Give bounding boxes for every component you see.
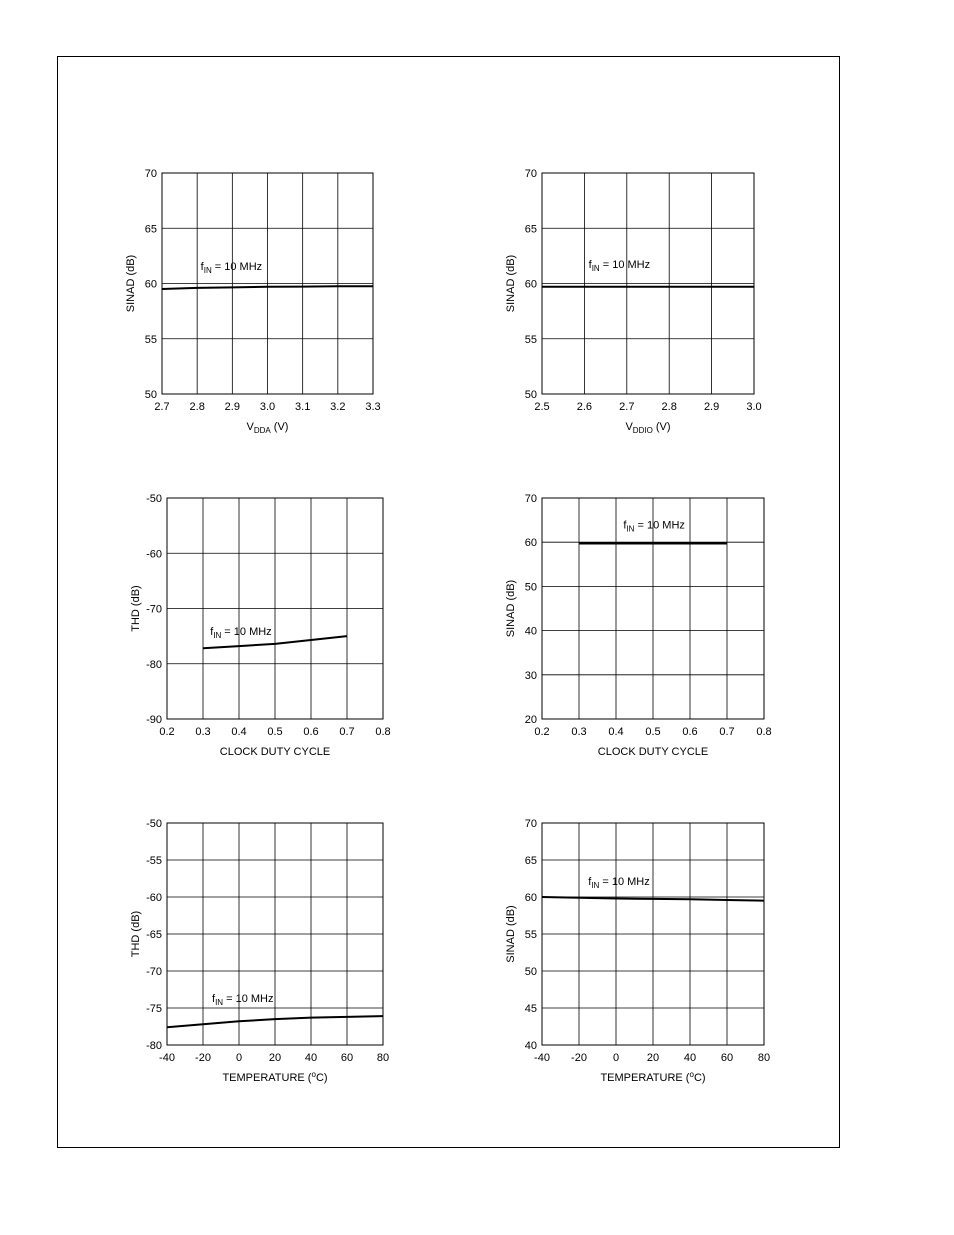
y-tick-label: 70 — [524, 818, 537, 830]
x-tick-label: 40 — [683, 1052, 697, 1064]
y-tick-label: 65 — [144, 223, 157, 236]
x-tick-label: 3.0 — [259, 401, 276, 413]
x-axis-label: CLOCK DUTY CYCLE — [597, 746, 709, 758]
x-axis-label: TEMPERATURE ($^o$C) — [222, 1070, 328, 1084]
y-tick-label: -70 — [146, 603, 162, 616]
y-tick-label: 40 — [524, 625, 537, 638]
y-axis-label: SINAD (dB) — [125, 254, 137, 313]
y-tick-label: 70 — [524, 493, 537, 505]
x-tick-label: 20 — [268, 1052, 282, 1064]
x-tick-label: -20 — [571, 1052, 587, 1064]
x-tick-label: 0.5 — [645, 726, 661, 738]
y-axis-label: SINAD (dB) — [505, 254, 517, 313]
x-tick-label: 60 — [340, 1052, 354, 1064]
x-tick-label: 2.5 — [534, 401, 550, 413]
x-tick-label: 80 — [757, 1052, 771, 1064]
x-tick-label: 2.9 — [224, 401, 240, 413]
y-axis-label: SINAD (dB) — [505, 579, 517, 638]
y-tick-label: -90 — [146, 714, 162, 726]
chart-5 — [130, 818, 389, 1084]
y-tick-label: 30 — [524, 669, 537, 682]
y-axis-label: THD (dB) — [130, 910, 142, 958]
y-tick-label: 50 — [524, 389, 537, 401]
x-tick-label: 20 — [646, 1052, 660, 1064]
x-tick-label: 0.4 — [608, 726, 624, 738]
chart-1 — [125, 168, 381, 435]
y-tick-label: 55 — [524, 929, 537, 941]
y-tick-label: 20 — [524, 714, 537, 726]
x-tick-label: 0.6 — [303, 726, 319, 738]
y-tick-label: 45 — [524, 1003, 537, 1015]
y-tick-label: 60 — [524, 892, 537, 904]
x-axis-label: TEMPERATURE ($^o$C) — [600, 1070, 706, 1084]
y-tick-label: 40 — [524, 1040, 537, 1052]
y-tick-label: -60 — [146, 892, 162, 904]
x-tick-label: 3.0 — [746, 401, 762, 413]
y-tick-label: -75 — [146, 1003, 162, 1015]
y-tick-label: -80 — [146, 1040, 162, 1052]
y-axis-label: SINAD (dB) — [505, 905, 517, 963]
x-tick-label: -40 — [534, 1052, 550, 1064]
y-tick-label: 50 — [524, 581, 537, 594]
y-tick-label: 55 — [144, 333, 157, 346]
x-tick-label: 0.7 — [719, 726, 735, 738]
y-tick-label: 70 — [144, 168, 157, 180]
x-tick-label: 0.7 — [339, 726, 355, 738]
y-tick-label: 60 — [144, 278, 157, 291]
x-tick-label: 40 — [304, 1052, 318, 1064]
series-annotation: $f_{IN} = 10$ MHz — [588, 259, 651, 274]
x-tick-label: -40 — [159, 1052, 175, 1064]
y-tick-label: -50 — [146, 818, 162, 830]
x-tick-label: -20 — [195, 1052, 211, 1064]
y-tick-label: 60 — [524, 278, 537, 291]
y-tick-label: 50 — [144, 389, 157, 401]
y-tick-label: 55 — [524, 333, 537, 346]
x-tick-label: 0 — [612, 1052, 620, 1064]
series-annotation: $f_{IN} = 10$ MHz — [588, 876, 650, 891]
y-tick-label: 65 — [524, 223, 537, 236]
x-tick-label: 2.7 — [619, 401, 635, 413]
chart-3 — [130, 493, 391, 758]
x-tick-label: 2.7 — [154, 401, 170, 413]
x-axis-label: CLOCK DUTY CYCLE — [219, 746, 331, 758]
series-annotation: $f_{IN} = 10$ MHz — [200, 261, 263, 276]
x-tick-label: 3.1 — [295, 401, 311, 413]
x-tick-label: 2.8 — [189, 401, 205, 413]
x-tick-label: 0 — [235, 1052, 243, 1064]
series-annotation: $f_{IN} = 10$ MHz — [623, 519, 685, 534]
x-tick-label: 0.5 — [267, 726, 283, 738]
y-tick-label: -50 — [146, 493, 162, 505]
x-tick-label: 0.3 — [571, 726, 587, 738]
series-annotation: $f_{IN} = 10$ MHz — [210, 626, 272, 641]
y-axis-label: THD (dB) — [130, 585, 142, 632]
y-tick-label: -60 — [146, 548, 162, 561]
y-tick-label: -65 — [146, 929, 162, 941]
x-tick-label: 0.3 — [195, 726, 211, 738]
x-tick-label: 0.2 — [159, 726, 175, 738]
x-tick-label: 0.4 — [231, 726, 247, 738]
x-tick-label: 0.8 — [375, 726, 391, 738]
x-tick-label: 2.8 — [661, 401, 677, 413]
x-tick-label: 0.8 — [756, 726, 772, 738]
y-tick-label: 65 — [524, 855, 537, 867]
x-tick-label: 80 — [376, 1052, 390, 1064]
x-tick-label: 0.2 — [534, 726, 550, 738]
x-tick-label: 3.2 — [330, 401, 346, 413]
y-tick-label: 50 — [524, 966, 537, 978]
x-tick-label: 60 — [720, 1052, 734, 1064]
x-axis-label: $V_{DDIO}$ (V) — [625, 421, 671, 435]
chart-6 — [505, 818, 770, 1084]
x-tick-label: 3.3 — [365, 401, 381, 413]
x-tick-label: 2.6 — [576, 401, 593, 413]
x-tick-label: 2.9 — [703, 401, 720, 413]
x-tick-label: 0.6 — [682, 726, 698, 738]
y-tick-label: -70 — [146, 966, 162, 978]
x-axis-label: $V_{DDA}$ (V) — [246, 421, 289, 435]
series-annotation: $f_{IN} = 10$ MHz — [212, 993, 274, 1008]
chart-2 — [505, 168, 762, 435]
y-tick-label: -80 — [146, 658, 162, 671]
y-tick-label: -55 — [146, 855, 162, 867]
chart-4 — [505, 493, 772, 758]
y-tick-label: 60 — [524, 537, 537, 550]
y-tick-label: 70 — [524, 168, 537, 180]
